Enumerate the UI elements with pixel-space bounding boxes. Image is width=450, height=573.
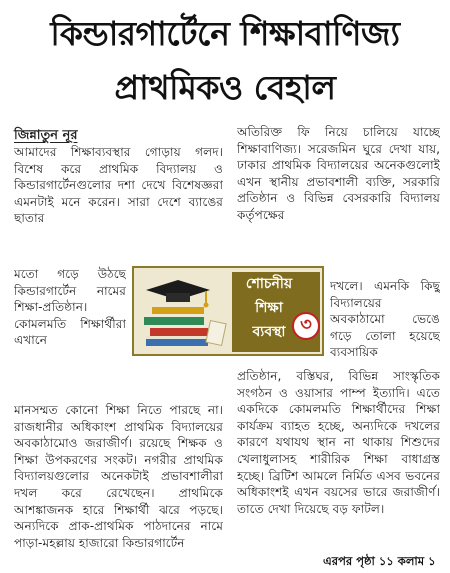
headline-line-2: প্রাথমিকও বেহাল [114, 68, 336, 107]
article-left-mid: মতো গড়ে উঠছে কিন্ডারগার্টেন নামের শিক্ষা-প্রতিষ্ঠান। কোমলমতি শিক্ষার্থীরা এখানে [14, 267, 126, 348]
article-left-bottom: মানসম্মত কোনো শিক্ষা নিতে পারছে না। রাজধানীর অধিকাংশ প্রাথমিক বিদ্যালয়ের অবকাঠামোও জরাজীর্ণ। রয়েছে শিক্ষক ও শিক্ষা উপকরণের সংকট। নগরীর প্রাথমিক বিদ্যালয়গুলোর অনেকটাই প্রভাবশালীরা দখল করে রেখেছেন। প্রাথমিকে আশঙ্কাজনক হারে শিক্ষার্থী ঝরে পড়ছে। অন্যদিকে প্রাক-প্রাথমিক পাঠদানের নামে পাড়া-মহল্লায় হাজারো কিন্ডারগার্টেন [14, 403, 223, 550]
headline [0, 0, 450, 118]
feature-title-line-1: শোচনীয় [245, 276, 293, 292]
continued-on: এরপর পৃষ্ঠা ১১ কলাম ১ [323, 554, 436, 568]
article-right-top: অতিরিক্ত ফি নিয়ে চালিয়ে যাচ্ছে শিক্ষাবাণিজ্য। সরেজমিন ঘুরে দেখা যায়, ঢাকার প্রাথমিক বিদ্যালয়ের অনেকগুলোই এখন স্থানীয় প্রভাবশালী ব্যক্তি, সরকারি প্রতিষ্ঠান ও বিভিন্ন বেসরকারি বিদ্যালয় কর্তৃপক্ষের [237, 125, 440, 222]
headline-line-1: কিন্ডারগার্টেনে শিক্ষাবাণিজ্য [50, 14, 400, 53]
article-right-bottom: প্রতিষ্ঠান, বস্তিঘর, বিভিন্ন সাংস্কৃতিক সংগঠন ও ওয়াসার পাম্প ইত্যাদি। এতে একদিকে কোমলমতি শিক্ষার্থীদের শিক্ষা কার্যক্রম ব্যাহত হচ্ছে, অন্যদিকে দখলের কারণে যথাযথ স্থান না থাকায় শিশুদের খেলাধুলাসহ শারীরিক শিক্ষা বাধাগ্রস্ত হচ্ছে। ব্রিটিশ আমলে নির্মিত এসব ভবনের অধিকাংশই এখন বয়সের ভারে জরাজীর্ণ। তাতে দেখা দিয়েছে বড় ফাটল। [237, 369, 440, 516]
series-number: ৩ [300, 314, 312, 335]
series-feature-box [132, 266, 324, 356]
article-left-top: আমাদের শিক্ষাব্যবস্থার গোড়ায় গলদ। বিশেষ করে প্রাথমিক বিদ্যালয় ও কিন্ডারগার্টেনগুলোর দশা দেখে বিশেষজ্ঞরা এমনটাই মনে করেন। সারা দেশে ব্যাঙের ছাতার [14, 145, 223, 226]
books-graduation-cap-icon [138, 274, 228, 352]
article-right-mid: দখলে। এমনকি কিছু বিদ্যালয়ের অবকাঠামো ভেঙে গড়ে তোলা হয়েছে ব্যবসায়িক [330, 279, 440, 360]
feature-title-line-2: শিক্ষা [255, 300, 283, 316]
byline: জিন্নাতুন নূর [14, 128, 78, 143]
feature-title-line-3: ব্যবস্থা [252, 324, 286, 340]
